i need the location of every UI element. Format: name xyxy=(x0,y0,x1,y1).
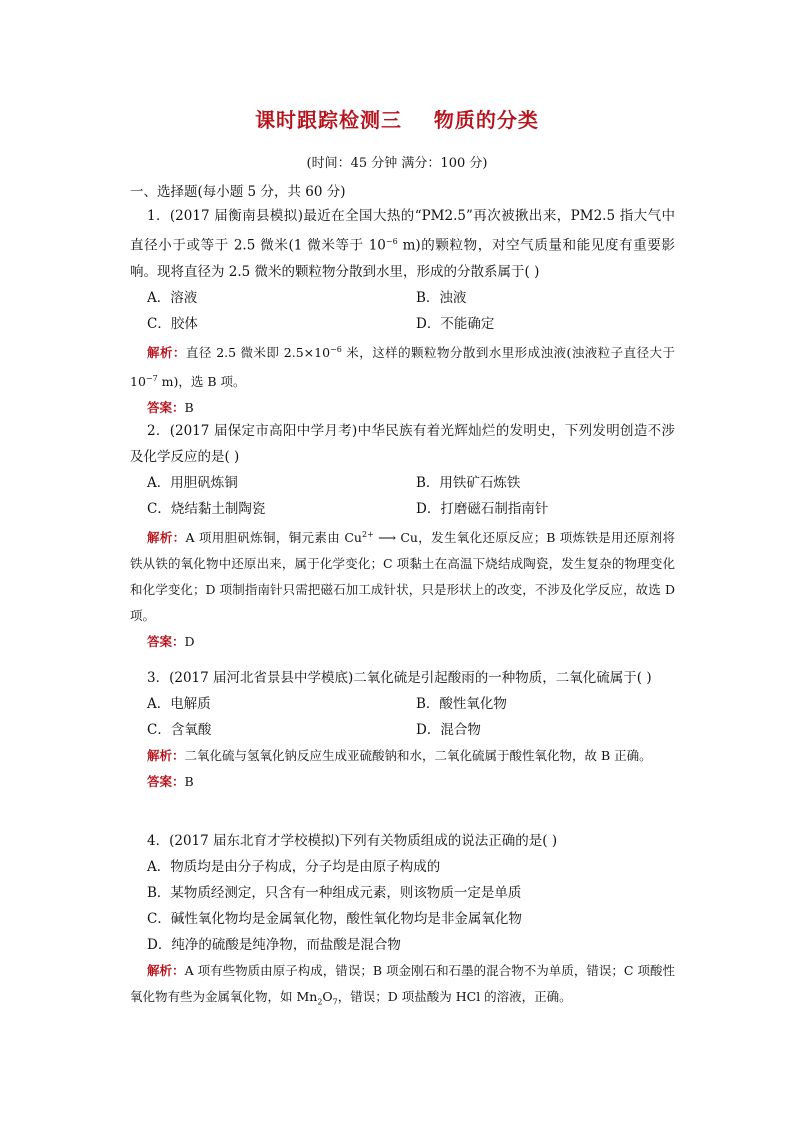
question-2-answer: 答案：D xyxy=(147,634,195,650)
question-1-analysis: 解析：直径 2.5 微米即 $2.5\times 10^{-6}$ 米，这样的颗粒物分散到水里形成浊液(浊液粒子直径大于 $10^{-7}$ m)，选 B 项。 xyxy=(130,344,675,389)
question-1-options-row-2 xyxy=(130,311,675,337)
option: B．酸性氧化物 xyxy=(416,696,507,712)
option: D．混合物 xyxy=(416,722,481,738)
question-2 xyxy=(130,418,675,655)
exam-meta: (时间：45 分钟 满分：100 分) xyxy=(306,156,488,171)
option: B．浊液 xyxy=(416,289,467,306)
question-1-answer: 答案：B xyxy=(147,399,194,415)
question-4-analysis: 解析：A 项有些物质由原子构成，错误；B 项金刚石和石墨的混合物不为单质，错误；C 项酸性氧化物有些为金属氧化物，如 $Mn_2O_7$，错误；D 项盐酸为 HCl 的溶液，正确。 xyxy=(130,963,675,1007)
option: D．不能确定 xyxy=(416,315,495,332)
option: B．用铁矿石炼铁 xyxy=(416,475,521,491)
question-4-stem: 4．(2017 届东北育才学校模拟)下列有关物质组成的说法正确的是( ) xyxy=(147,833,558,849)
option: C．烧结黏土制陶瓷 xyxy=(147,501,266,517)
option: C．胶体 xyxy=(147,315,198,332)
page-title: 课时跟踪检测三 物质的分类 xyxy=(255,108,539,132)
section-heading: 一、选择题(每小题 5 分，共 60 分) xyxy=(130,184,346,200)
question-2-options-row-2 xyxy=(130,496,675,522)
option: A．电解质 xyxy=(147,696,211,712)
option: C．碱性氧化物均是金属氧化物，酸性氧化物均是非金属氧化物 xyxy=(147,911,522,927)
option: B．某物质经测定，只含有一种组成元素，则该物质一定是单质 xyxy=(147,885,522,901)
question-3-analysis: 解析：二氧化硫与氢氧化钠反应生成亚硫酸钠和水，二氧化硫属于酸性氧化物，故 B 正确。 xyxy=(147,748,652,763)
question-2-options-row-1 xyxy=(130,470,675,496)
question-1 xyxy=(130,203,675,421)
option: A．用胆矾炼铜 xyxy=(147,475,238,491)
question-2-analysis: 解析：A 项用胆矾炼铜，铜元素由 $Cu^{2+}$ ⟶ Cu，发生氧化还原反应；B 项炼铁是用还原剂将铁从铁的氧化物中还原出来，属于化学变化；C 项黏土在高温下烧结成陶瓷，发生复杂的物理变化和化学变化；D 项制指南针只需把磁石加工成针状，只是形状上的改变，不涉及化学反应，故选 D 项。 xyxy=(130,530,675,624)
option: A．物质均是由分子构成，分子均是由原子构成的 xyxy=(147,859,441,875)
option: D．打磨磁石制指南针 xyxy=(416,501,549,517)
question-3-options-row-1 xyxy=(130,691,675,717)
question-3 xyxy=(130,665,675,795)
question-2-stem: 2．(2017 届保定市高阳中学月考)中华民族有着光辉灿烂的发明史，下列发明创造不涉及化学反应的是( ) xyxy=(130,423,675,465)
question-4 xyxy=(130,828,675,1016)
question-3-answer: 答案：B xyxy=(147,774,194,789)
question-3-stem: 3．(2017 届河北省景县中学模底)二氧化硫是引起酸雨的一种物质，二氧化硫属于( ) xyxy=(147,670,652,686)
question-3-options-row-2 xyxy=(130,717,675,743)
question-1-stem: 1．(2017 届衡南县模拟)最近在全国大热的“PM2.5”再次被揪出来，PM2.5 指大气中直径小于或等于 2.5 微米(1 微米等于 $10^{-6}$ m)的颗粒物，对空气质量和能见度有重要影响。现将直径为 2.5 微米的颗粒物分散到水里，形成的分散系属于( ) xyxy=(130,208,675,280)
option: A．溶液 xyxy=(147,289,198,306)
option: C．含氧酸 xyxy=(147,722,212,738)
question-1-options-row-1 xyxy=(130,285,675,311)
option: D．纯净的硫酸是纯净物，而盐酸是混合物 xyxy=(147,937,401,953)
